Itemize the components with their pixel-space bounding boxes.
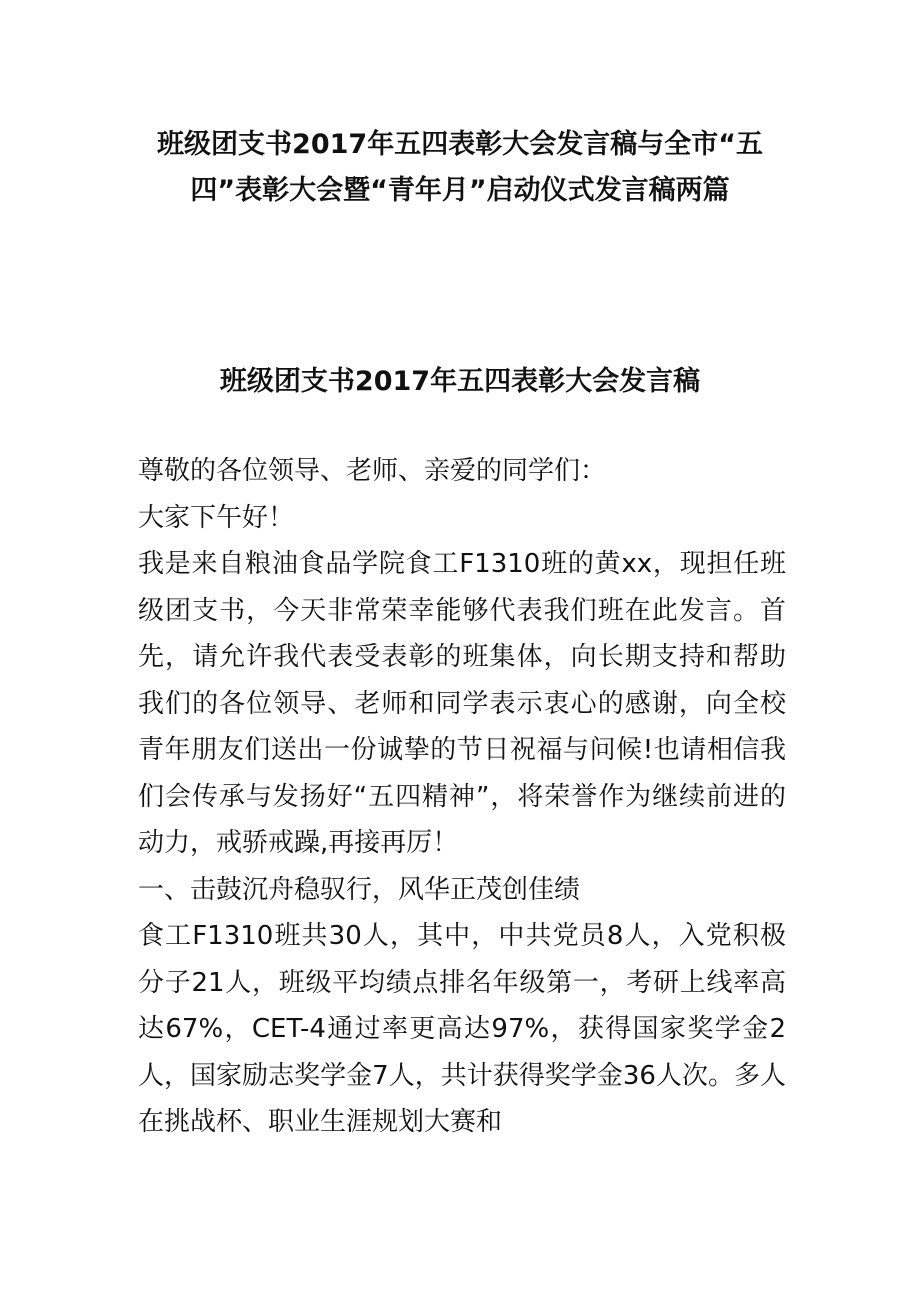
paragraph-salutation: 尊敬的各位领导、老师、亲爱的同学们：: [138, 456, 607, 486]
section-title: 班级团支书2017年五四表彰大会发言稿: [219, 366, 701, 397]
document-body: [138, 448, 786, 1146]
document-title: 班级团支书2017年五四表彰大会发言稿与全市“五四”表彰大会暨“青年月”启动仪式发言稿两篇: [157, 129, 763, 206]
paragraph-heading-one: 一、击鼓沉舟稳驭行，风华正茂创佳绩: [138, 874, 581, 905]
paragraph-class-achievements: 食工F1310班共30人，其中，中共党员8人，入党积极分子21人，班级平均绩点排名年级第一，考研上线率高达67%，CET-4通过率更高达97%，获得国家奖学金2人，国家励志奖学金7人，共计获得奖学金36人次。多人在挑战杯、职业生涯规划大赛和: [138, 921, 786, 1137]
paragraph-introduction: 我是来自粮油食品学院食工F1310班的黄xx，现担任班级团支书，今天非常荣幸能够代表我们班在此发言。首先，请允许我代表受表彰的班集体，向长期支持和帮助我们的各位领导、老师和同学表示衷心的感谢，向全校青年朋友们送出一份诚挚的节日祝福与问候!也请相信我们会传承与发扬好“五四精神”，将荣誉作为继续前进的动力，戒骄戒躁,再接再厉！: [138, 549, 786, 858]
paragraph-greeting: 大家下午好！: [138, 502, 295, 533]
